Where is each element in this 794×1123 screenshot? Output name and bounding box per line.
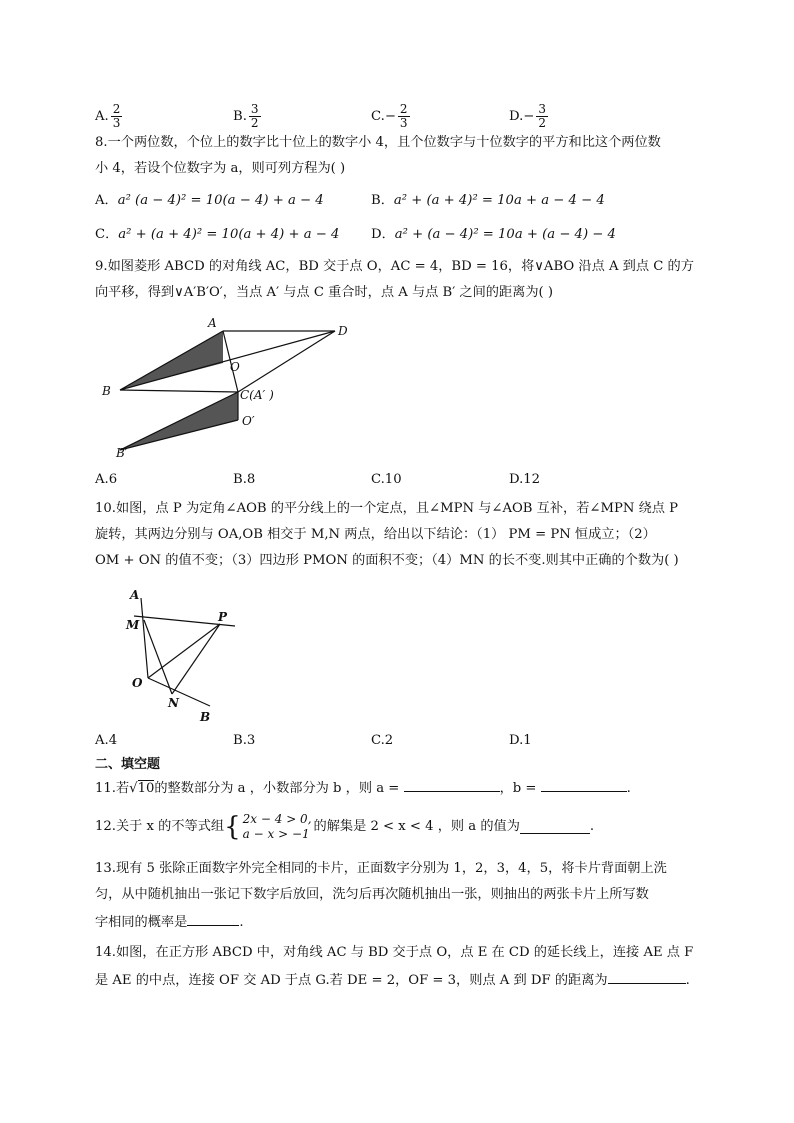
- label-c-a2: C(A′ ): [240, 388, 274, 402]
- q10-angle-figure: [120, 586, 250, 726]
- fraction: $\frac{2}{3}$: [112, 101, 121, 130]
- q8-option-a[interactable]: A．a² (a − 4)² = 10(a − 4) + a − 4: [95, 193, 324, 208]
- label-b: B: [200, 710, 211, 724]
- q12-line: 12.关于 x 的不等式组 { 2x − 4 > 0, a − x > −1 的解集是 2 < x < 4 ，则 a 的值为 .: [95, 812, 595, 842]
- q10-stem-line-1: 10.如图，点 P 为定角∠AOB 的平分线上的一个定点，且∠MPN 与∠AOB 互补，若∠MPN 绕点 P: [95, 501, 679, 516]
- ray-oa: [141, 598, 148, 678]
- inequality-system: 2x − 4 > 0, a − x > −1: [242, 812, 312, 841]
- q7-option-c[interactable]: C. − $\frac{2}{3}$: [371, 101, 408, 130]
- angle-bisector-diagram: [120, 586, 250, 726]
- q12-blank[interactable]: [520, 820, 590, 834]
- q10-option-b[interactable]: B.3: [233, 733, 256, 748]
- q9-rhombus-figure: [100, 316, 360, 461]
- fraction: $\frac{3}{2}$: [250, 101, 259, 130]
- q9-stem-line-2: 向平移，得到∨A′B′O′，当点 A′ 与点 C 重合时，点 A 与点 B′ 之间的距离为( ): [95, 285, 553, 300]
- segment-pn: [172, 624, 220, 694]
- q13-blank[interactable]: [187, 912, 239, 926]
- segment-dc: [238, 331, 335, 392]
- section-heading-fill-in: 二、填空题: [95, 757, 161, 772]
- label-o: O: [230, 360, 240, 374]
- q8-stem-line-2: 小 4，若设个位数字为 a，则可列方程为( ): [95, 161, 346, 176]
- label-o: O: [132, 676, 143, 690]
- q10-stem-line-2: 旋转，其两边分别与 OA,OB 相交于 M,N 两点，给出以下结论：（1） PM = PN 恒成立；（2）: [95, 527, 656, 542]
- q14-stem-line-1: 14.如图，在正方形 ABCD 中，对角线 AC 与 BD 交于点 O，点 E 在 CD 的延长线上，连接 AE 点 F: [95, 945, 694, 960]
- label-b: B: [102, 384, 111, 398]
- rhombus-diagram: [100, 316, 360, 461]
- fraction: $\frac{2}{3}$: [399, 101, 408, 130]
- label-m: M: [126, 618, 140, 632]
- q11-blank-b[interactable]: [541, 778, 627, 792]
- label-p: P: [218, 610, 228, 624]
- label-a: A: [130, 588, 140, 602]
- q10-option-a[interactable]: A.4: [95, 733, 118, 748]
- q13-stem-line-2: 匀，从中随机抽出一张记下数字后放回，洗匀后再次随机抽出一张，则抽出的两张卡片上所写数: [95, 887, 649, 902]
- diagonal-bd: [120, 331, 335, 390]
- label-d: D: [338, 324, 348, 338]
- q9-option-b[interactable]: B.8: [233, 472, 256, 487]
- q10-option-c[interactable]: C.2: [371, 733, 394, 748]
- q7-options: [95, 99, 705, 133]
- q10-stem-line-3: OM + ON 的值不变；（3）四边形 PMON 的面积不变；（4）MN 的长不变.则其中正确的个数为( ): [95, 553, 679, 568]
- q7-option-d[interactable]: D. − $\frac{3}{2}$: [509, 101, 546, 130]
- ray-ob: [148, 678, 210, 706]
- q14-stem-line-2: 是 AE 的中点，连接 OF 交 AD 于点 G.若 DE = 2，OF = 3，则点 A 到 DF 的距离为 .: [95, 970, 715, 990]
- q9-option-c[interactable]: C.10: [371, 472, 402, 487]
- q7-option-b[interactable]: B. $\frac{3}{2}$: [233, 101, 259, 130]
- q8-stem-line-1: 8.一个两位数，个位上的数字比十位上的数字小 4，且个位数字与十位数字的平方和比这个两位数: [95, 135, 661, 150]
- q9-option-a[interactable]: A.6: [95, 472, 118, 487]
- q7-option-a[interactable]: A. $\frac{2}{3}$: [95, 101, 121, 130]
- q11-blank-a[interactable]: [404, 778, 500, 792]
- segment-op: [148, 624, 220, 678]
- sqrt-symbol: √10: [129, 781, 155, 796]
- label-o2: O′: [242, 414, 255, 428]
- q11-line: 11.若√10的整数部分为 a ，小数部分为 b ，则 a = ，b = .: [95, 778, 715, 798]
- label-n: N: [168, 696, 179, 710]
- q13-stem-line-3: 字相同的概率是 .: [95, 912, 715, 932]
- fraction: $\frac{3}{2}$: [538, 101, 546, 130]
- q9-stem-line-1: 9.如图菱形 ABCD 的对角线 AC，BD 交于点 O，AC = 4，BD = 16，将∨ABO 沿点 A 到点 C 的方: [95, 259, 694, 274]
- q8-option-b[interactable]: B．a² + (a + 4)² = 10a + a − 4 − 4: [371, 193, 605, 208]
- q8-option-c[interactable]: C．a² + (a + 4)² = 10(a + 4) + a − 4: [95, 227, 340, 242]
- q14-blank[interactable]: [608, 970, 686, 984]
- q10-option-d[interactable]: D.1: [509, 733, 532, 748]
- label-b2: B′: [116, 446, 128, 460]
- q8-option-d[interactable]: D．a² + (a − 4)² = 10a + (a − 4) − 4: [371, 227, 616, 242]
- system-brace: {: [224, 812, 241, 842]
- q13-stem-line-1: 13.现有 5 张除正面数字外完全相同的卡片，正面数字分别为 1，2，3，4，5，将卡片背面朝上洗: [95, 861, 667, 876]
- segment-bc: [120, 390, 238, 392]
- label-a: A: [208, 316, 217, 330]
- q9-option-d[interactable]: D.12: [509, 472, 541, 487]
